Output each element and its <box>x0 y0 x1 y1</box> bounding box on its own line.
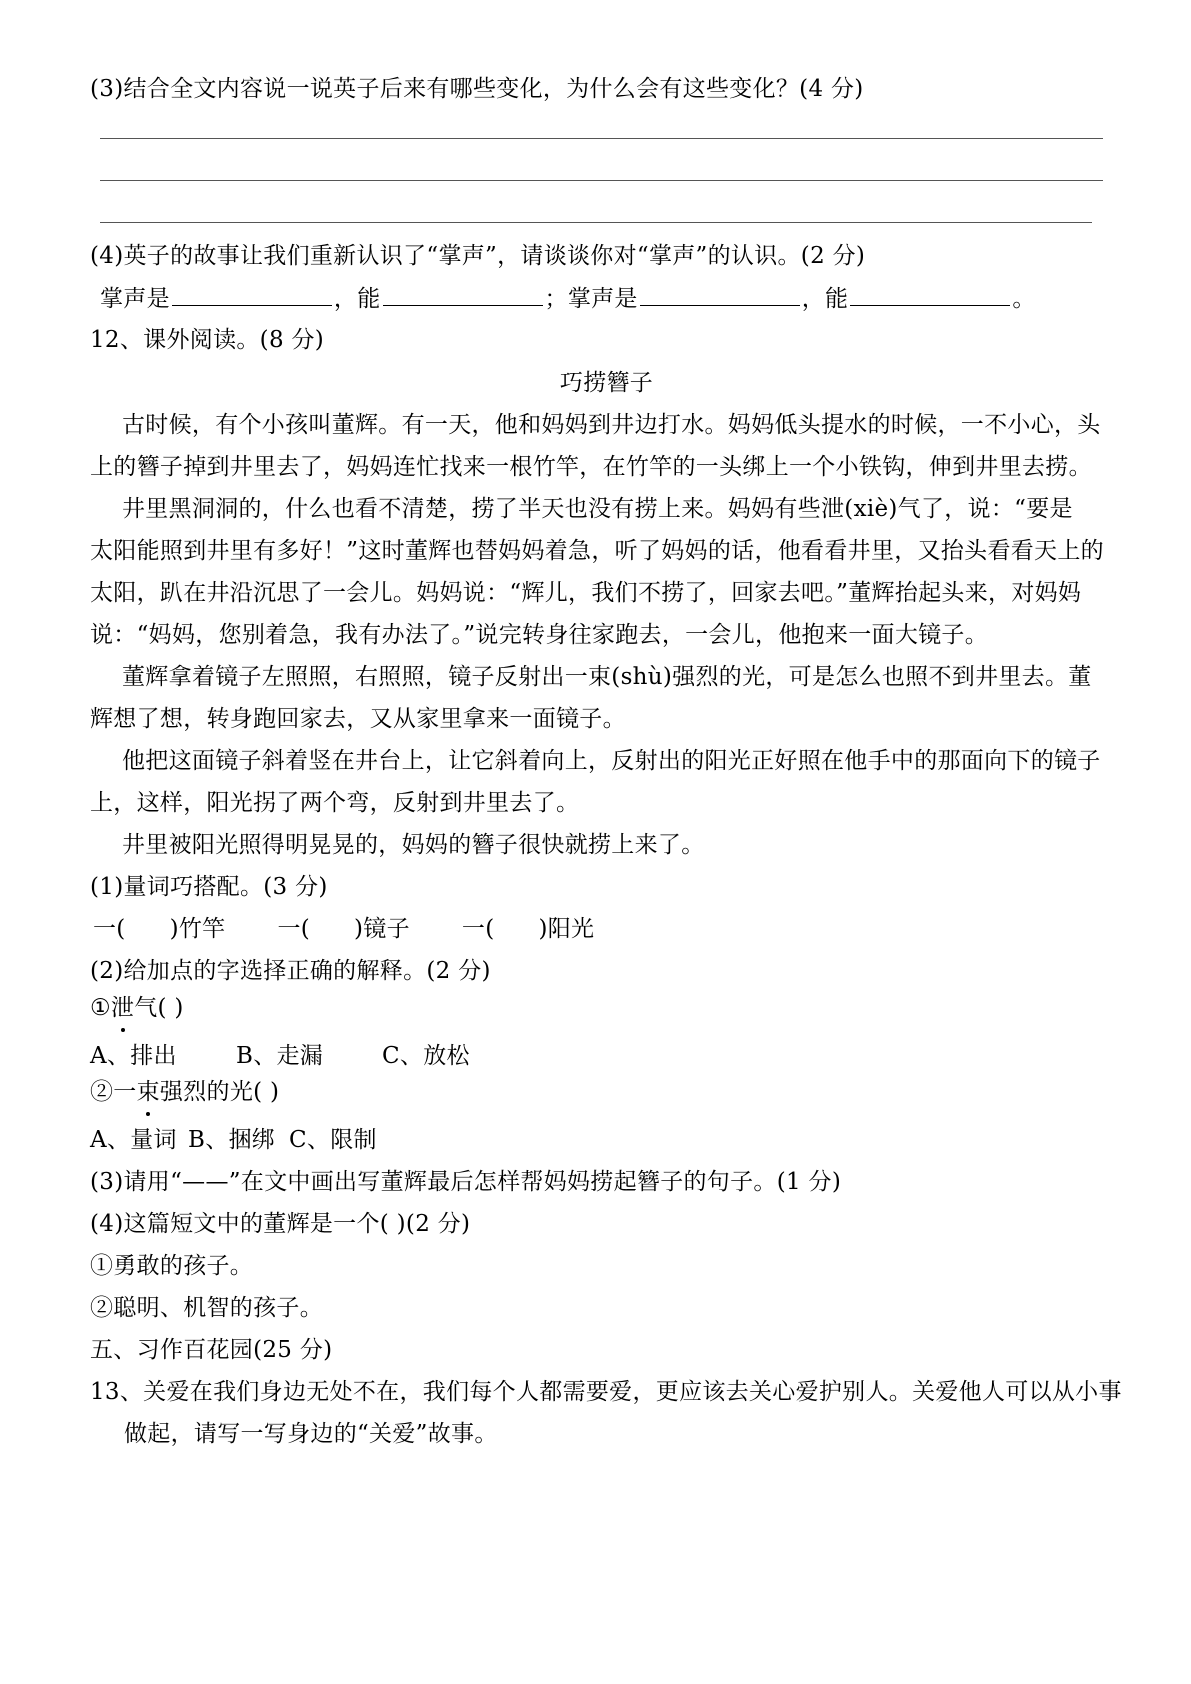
sub-question-4-option-1[interactable]: ①勇敢的孩子。 <box>90 1253 254 1279</box>
question-13-line-1: 13、关爱在我们身边无处不在，我们每个人都需要爱，更应该去关心爱护别人。关爱他人可以从小事 <box>90 1379 1122 1405</box>
fill-label-2: ，能 <box>333 286 381 312</box>
fill-label-1: 掌声是 <box>100 286 170 312</box>
fill-blank-4[interactable] <box>850 283 1010 306</box>
sub-question-3-text: (3)请用“——”在文中画出写董辉最后怎样帮妈妈捞起簪子的句子。(1 分) <box>90 1169 842 1195</box>
measure-prefix-3: 一( <box>461 916 495 942</box>
passage-line-8: 辉想了想，转身跑回家去，又从家里拿来一面镜子。 <box>90 706 626 732</box>
measure-prefix-2: 一( <box>277 916 311 942</box>
item-2-options <box>90 1125 377 1155</box>
measure-noun-1: )竹竿 <box>169 916 226 942</box>
sub-question-1-text: (1)量词巧搭配。(3 分) <box>90 874 328 900</box>
passage-line-7: 董辉拿着镜子左照照，右照照，镜子反射出一束(shù)强烈的光，可是怎么也照不到井里去。董 <box>122 664 1092 690</box>
passage-line-6: 说：“妈妈，您别着急，我有办法了。”说完转身往家跑去，一会儿，他抱来一面大镜子。 <box>90 622 989 648</box>
passage-line-1: 古时候，有个小孩叫董辉。有一天，他和妈妈到井边打水。妈妈低头提水的时候，一不小心，头 <box>122 412 1101 438</box>
item-1-options <box>90 1041 470 1071</box>
item-1-option-a[interactable]: A、排出 <box>90 1043 177 1069</box>
answer-line-2[interactable] <box>100 180 1103 181</box>
question-13-line-2: 做起，请写一写身边的“关爱”故事。 <box>124 1421 498 1447</box>
passage-line-3: 井里黑洞洞的，什么也看不清楚，捞了半天也没有捞上来。妈妈有些泄(xiè)气了，说：“要是 <box>122 496 1073 522</box>
item-1-rest: 气( ) <box>134 995 184 1021</box>
passage-line-4: 太阳能照到井里有多好！”这时董辉也替妈妈着急，听了妈妈的话，他看看井里，又抬头看看天上的 <box>90 538 1104 564</box>
fill-label-4: ，能 <box>801 286 849 312</box>
section-5-heading: 五、习作百花园(25 分) <box>90 1337 333 1363</box>
passage-title: 巧捞簪子 <box>559 370 654 396</box>
sub-question-2-text: (2)给加点的字选择正确的解释。(2 分) <box>90 958 491 984</box>
item-2-option-b[interactable]: B、捆绑 <box>188 1127 276 1153</box>
sub-question-2-item-2[interactable] <box>90 1077 279 1107</box>
item-2-rest: 强烈的光( ) <box>159 1079 280 1105</box>
item-2-prefix: ②一 <box>90 1079 137 1105</box>
item-1-prefix: ① <box>90 995 111 1021</box>
sub-question-2-item-1[interactable] <box>90 993 184 1023</box>
item-2-dotted-char: 束 <box>136 1079 160 1105</box>
sub-question-4-option-2[interactable]: ②聪明、机智的孩子。 <box>90 1295 323 1321</box>
passage-line-9: 他把这面镜子斜着竖在井台上，让它斜着向上，反射出的阳光正好照在他手中的那面向下的镜子 <box>122 748 1101 774</box>
sub-question-4-text: (4)这篇短文中的董辉是一个( )(2 分) <box>90 1211 471 1237</box>
fill-blank-2[interactable] <box>383 283 543 306</box>
measure-noun-2: )镜子 <box>354 916 410 942</box>
fill-blank-1[interactable] <box>172 283 332 306</box>
passage-line-5: 太阳，趴在井沿沉思了一会儿。妈妈说：“辉儿，我们不捞了，回家去吧。”董辉抬起头来，对妈妈 <box>90 580 1082 606</box>
answer-line-3[interactable] <box>100 222 1092 223</box>
passage-line-10: 上，这样，阳光拐了两个弯，反射到井里去了。 <box>90 790 580 816</box>
measure-prefix-1: 一( <box>93 916 126 942</box>
answer-line-1[interactable] <box>100 138 1103 139</box>
question-4-text: (4)英子的故事让我们重新认识了“掌声”，请谈谈你对“掌声”的认识。(2 分) <box>90 243 866 269</box>
item-1-option-b[interactable]: B、走漏 <box>236 1043 324 1069</box>
item-2-option-c[interactable]: C、限制 <box>289 1127 377 1153</box>
question-3-text: (3)结合全文内容说一说英子后来有哪些变化，为什么会有这些变化？(4 分) <box>90 76 864 102</box>
fill-label-3: ；掌声是 <box>544 286 638 312</box>
question-4-fill-row <box>100 283 1036 314</box>
fill-blank-3[interactable] <box>640 283 800 306</box>
measure-noun-3: )阳光 <box>538 916 595 942</box>
passage-line-2: 上的簪子掉到井里去了，妈妈连忙找来一根竹竿，在竹竿的一头绑上一个小铁钩，伸到井里去捞。 <box>90 454 1092 480</box>
passage-line-11: 井里被阳光照得明晃晃的，妈妈的簪子很快就捞上来了。 <box>122 832 705 858</box>
section-12-heading: 12、课外阅读。(8 分) <box>90 327 325 353</box>
fill-label-5: 。 <box>1012 286 1036 312</box>
item-2-option-a[interactable]: A、量词 <box>90 1127 177 1153</box>
item-1-option-c[interactable]: C、放松 <box>382 1043 470 1069</box>
measure-word-row <box>93 914 594 944</box>
item-1-dotted-char: 泄 <box>110 995 135 1021</box>
